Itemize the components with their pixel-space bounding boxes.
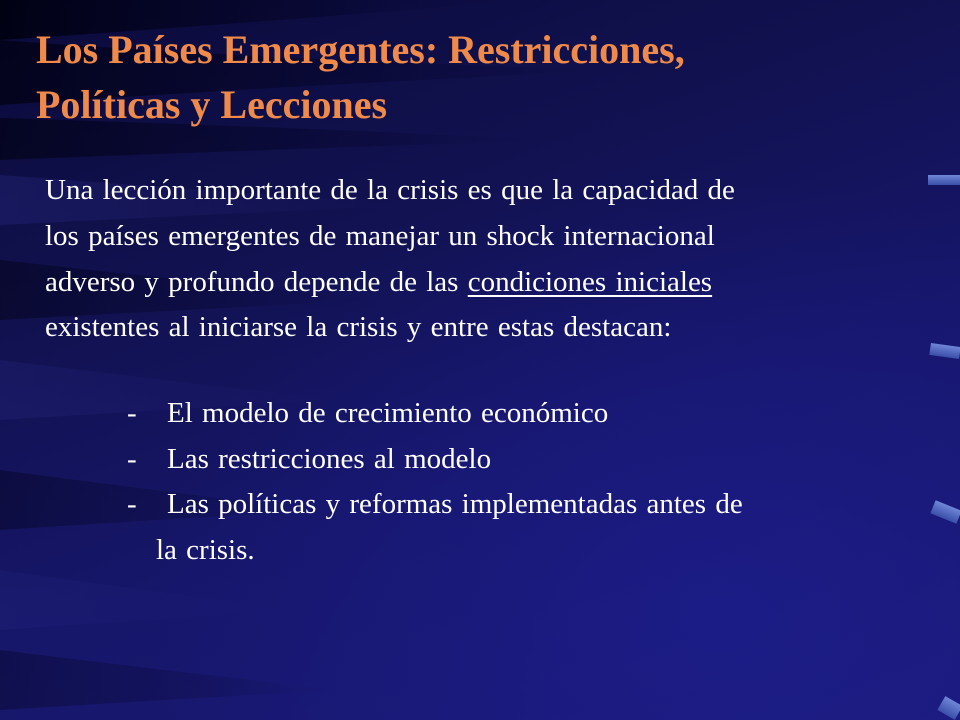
bullet-text: El modelo de crecimiento económico [167, 397, 609, 429]
bullet-text-continuation: la crisis. [156, 534, 255, 566]
bullet-dash: - [127, 397, 137, 429]
body-text-line-2: los países emergentes de manejar un shock internacional [45, 220, 715, 252]
body-text-line-1: Una lección importante de la crisis es que la capacidad de [45, 174, 735, 206]
bullet-text: Las políticas y reformas implementadas antes de [167, 488, 743, 520]
bullet-text: Las restricciones al modelo [167, 443, 492, 475]
bullet-item [127, 439, 491, 479]
slide-title-line-2: Políticas y Lecciones [36, 82, 388, 127]
underlined-initial-conditions: condiciones iniciales [467, 266, 713, 298]
slide-title-line-1: Los Países Emergentes: Restricciones, [36, 27, 685, 72]
bullet-dash: - [127, 443, 137, 475]
body-text-line-3-prefix: adverso y profundo depende de las [45, 266, 468, 298]
body-text-line-4: existentes al iniciarse la crisis y entre estas destacan: [45, 311, 672, 343]
body-text-line-3 [45, 262, 712, 302]
bullet-item [127, 484, 743, 524]
bullet-dash: - [127, 488, 137, 520]
bullet-item [127, 393, 608, 433]
edge-mark-1 [928, 175, 960, 185]
